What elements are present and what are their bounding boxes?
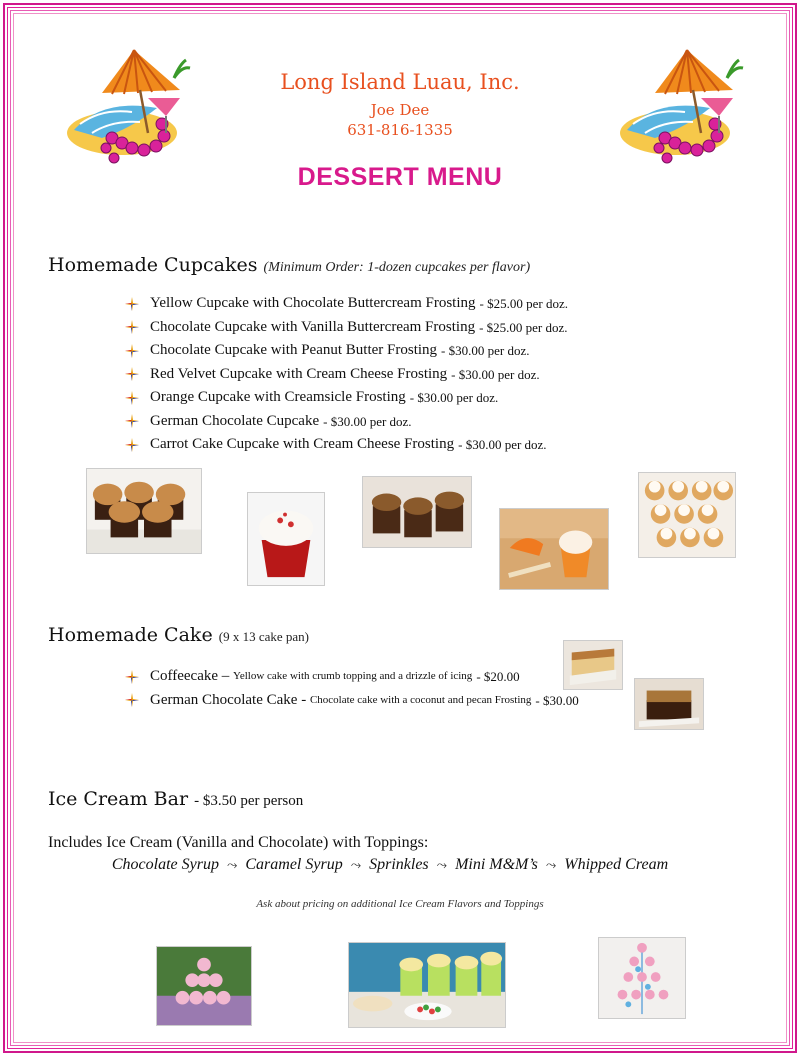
item-price: - $25.00 per doz. (479, 296, 568, 311)
pinwheel-bullet-icon (125, 438, 139, 452)
item-name: Yellow Cupcake with Chocolate Buttercream Frosting (150, 295, 476, 311)
cupcakes-heading (48, 254, 530, 276)
coffeecake-photo (563, 640, 623, 690)
contact-name: Joe Dee (370, 101, 430, 119)
company-name: Long Island Luau, Inc. (280, 70, 520, 94)
item-price: - $30.00 (535, 692, 579, 708)
ice-cream-cups-photo (348, 942, 506, 1028)
pinwheel-bullet-icon (125, 344, 139, 358)
list-item (125, 339, 568, 363)
item-name: German Chocolate Cake (150, 691, 298, 708)
menu-title: DESSERT MENU (297, 163, 503, 191)
item-price: - $30.00 per doz. (323, 413, 412, 429)
pinwheel-bullet-icon (125, 297, 139, 311)
item-price: - $30.00 per doz. (458, 437, 547, 452)
cake-note: (9 x 13 cake pan) (218, 629, 309, 644)
item-price: - $25.00 per doz. (479, 319, 568, 335)
item-name: Carrot Cake Cupcake with Cream Cheese Frosting (150, 436, 455, 452)
cupcakes-title: Homemade Cupcakes (48, 254, 258, 276)
cake-heading (48, 624, 309, 646)
list-item (125, 410, 568, 434)
topping: Whipped Cream (564, 856, 669, 873)
item-name: Coffeecake (150, 668, 219, 684)
list-item (125, 665, 579, 689)
pinwheel-bullet-icon (125, 367, 139, 381)
toppings-list (0, 856, 780, 874)
pinwheel-bullet-icon (125, 391, 139, 405)
orange-cupcake-photo (499, 508, 609, 590)
squiggle-arrow-icon: ⤳ (226, 857, 238, 872)
item-description: Yellow cake with crumb topping and a drizzle of icing (233, 670, 473, 682)
pinwheel-bullet-icon (125, 320, 139, 334)
list-item (125, 386, 568, 410)
item-name: Red Velvet Cupcake with Cream Cheese Frosting (150, 365, 448, 382)
item-price: - $30.00 per doz. (451, 366, 540, 382)
pinwheel-bullet-icon (125, 414, 139, 428)
item-separator: – (218, 668, 234, 684)
topping: Chocolate Syrup (111, 856, 219, 873)
cupcakes-photo (86, 468, 202, 554)
item-name: Orange Cupcake with Creamsicle Frosting (150, 389, 406, 405)
ice-cream-price: - $3.50 per person (194, 793, 304, 809)
item-price: - $30.00 per doz. (409, 390, 499, 405)
pinwheel-bullet-icon (125, 693, 139, 707)
topping: Sprinkles (369, 856, 429, 873)
list-item (125, 292, 568, 316)
cupcake-stand-photo (598, 937, 686, 1019)
ice-cream-heading (48, 788, 303, 810)
list-item (125, 316, 568, 340)
squiggle-arrow-icon: ⤳ (545, 857, 557, 872)
item-name: Chocolate Cupcake with Peanut Butter Frosting (150, 342, 438, 358)
cupcakes-note: (Minimum Order: 1-dozen cupcakes per flavor) (263, 260, 531, 275)
item-name: German Chocolate Cupcake (150, 412, 320, 429)
pinwheel-bullet-icon (125, 670, 139, 684)
contact-phone: 631-816-1335 (347, 121, 453, 139)
item-price: - $30.00 per doz. (441, 343, 530, 358)
item-description: Chocolate cake with a coconut and pecan Frosting (309, 693, 532, 706)
topping: Mini M&M’s (455, 856, 538, 873)
ice-cream-intro: Includes Ice Cream (Vanilla and Chocolate) with Toppings: (48, 834, 429, 851)
cupcake-tower-photo (156, 946, 252, 1026)
cake-title: Homemade Cake (48, 624, 213, 646)
item-price: - $20.00 (476, 669, 520, 684)
topping: Caramel Syrup (245, 856, 343, 873)
carrot-cake-cupcakes-photo (638, 472, 736, 558)
item-separator: - (297, 691, 310, 708)
list-item (125, 363, 568, 387)
cupcake-list (125, 292, 568, 457)
ice-cream-title: Ice Cream Bar (48, 788, 189, 810)
item-name: Chocolate Cupcake with Vanilla Buttercream Frosting (150, 318, 476, 335)
ask-note: Ask about pricing on additional Ice Cream Flavors and Toppings (256, 898, 544, 910)
cake-list (125, 665, 579, 712)
german-chocolate-cupcakes-photo (362, 476, 472, 548)
list-item (125, 433, 568, 457)
list-item (125, 689, 579, 713)
german-chocolate-cake-photo (634, 678, 704, 730)
squiggle-arrow-icon: ⤳ (436, 857, 448, 872)
squiggle-arrow-icon: ⤳ (350, 857, 362, 872)
red-velvet-cupcake-photo (247, 492, 325, 586)
